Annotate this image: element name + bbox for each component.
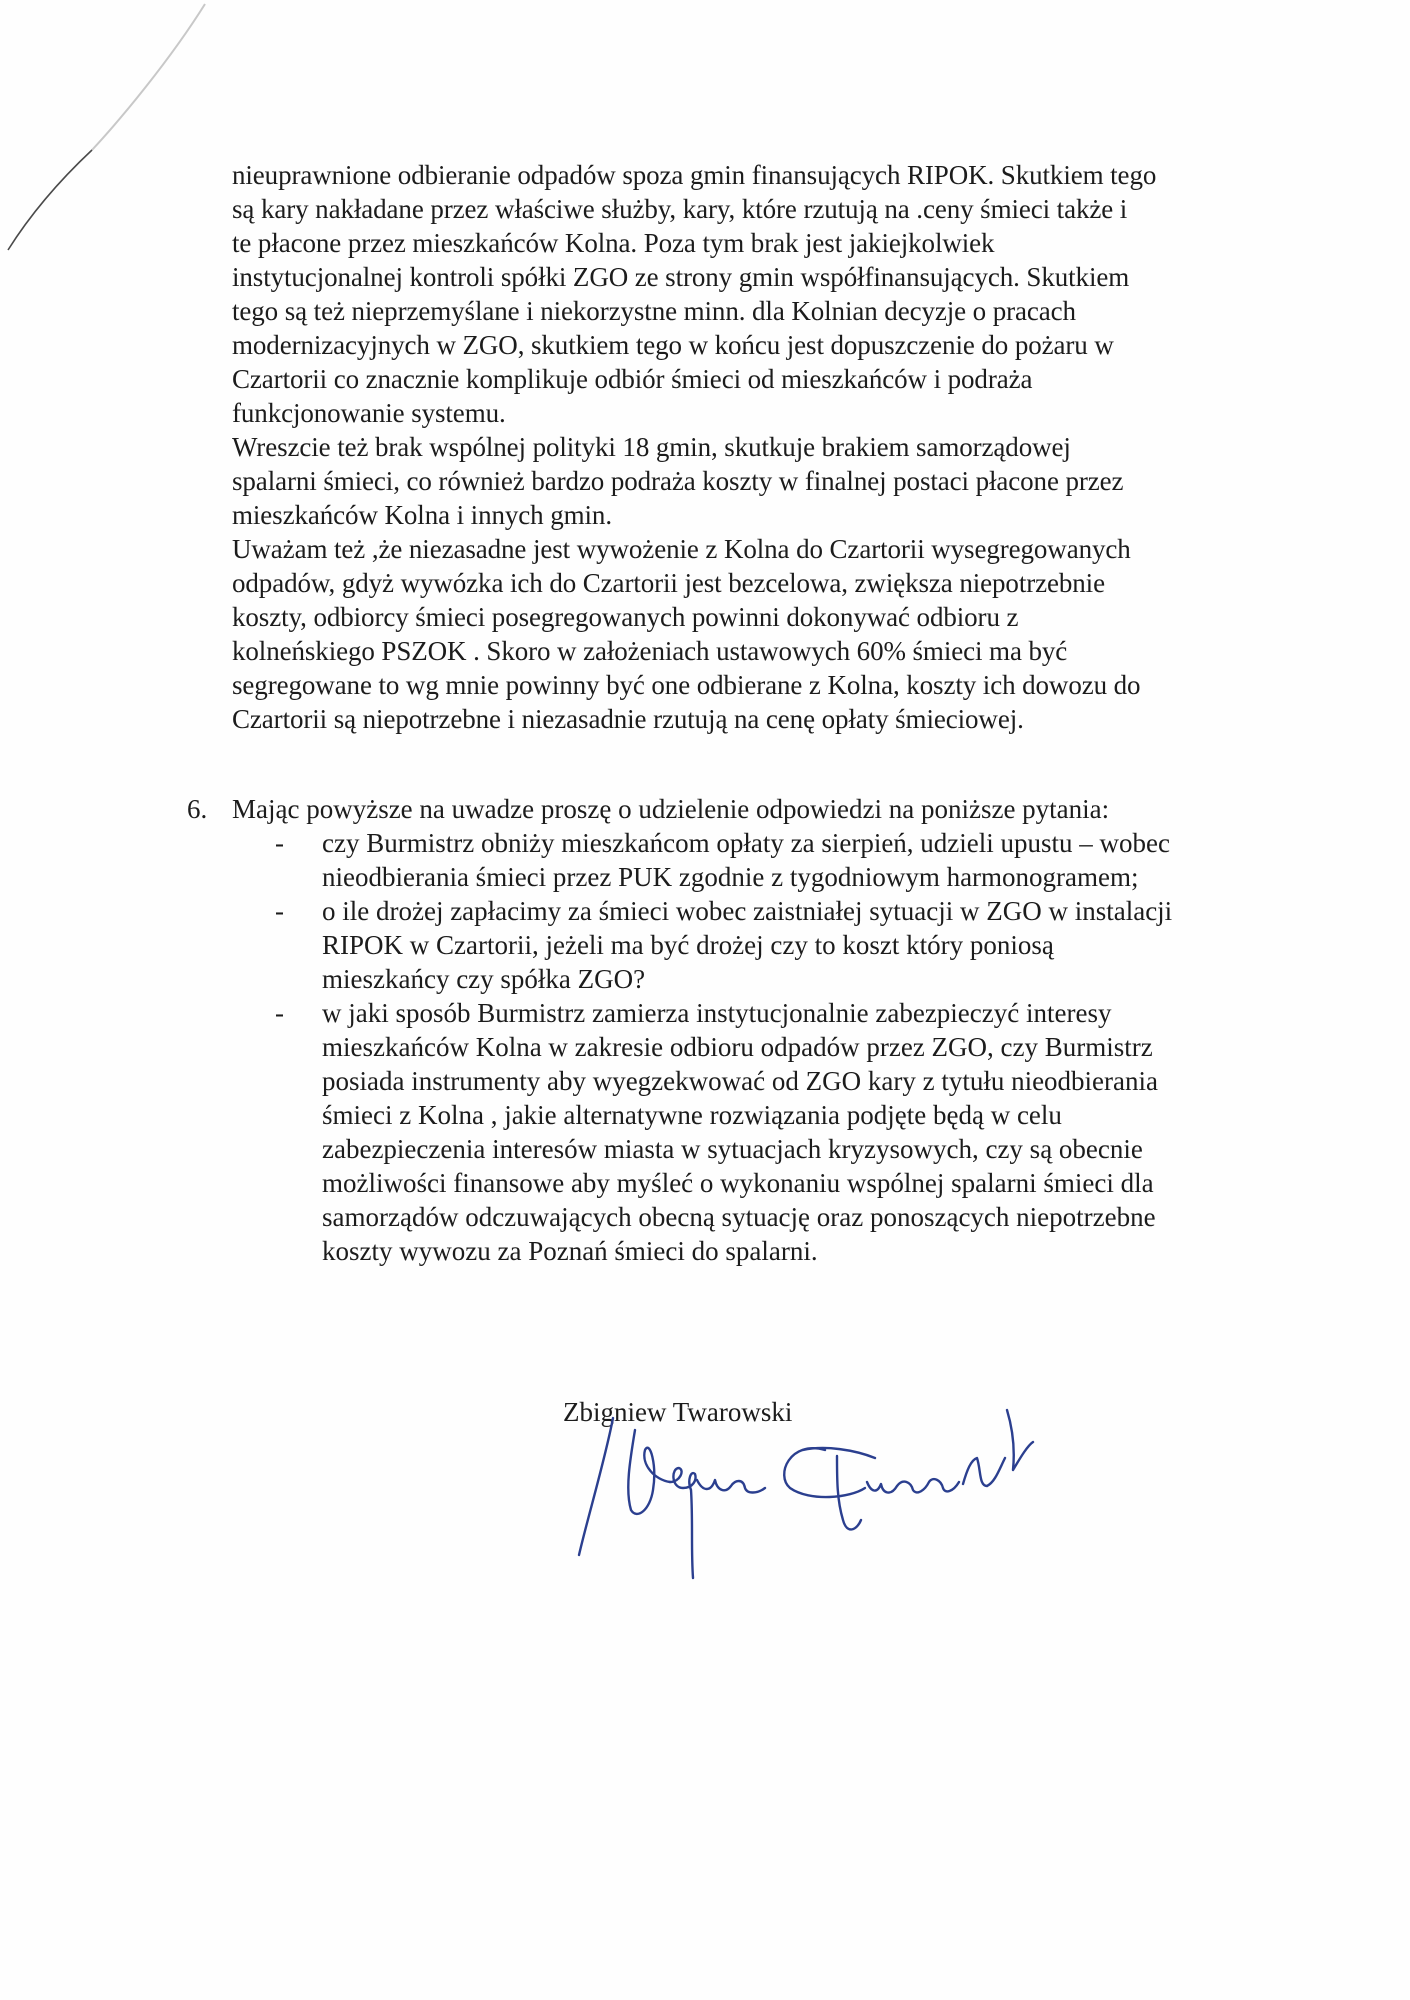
list-item (275, 996, 1247, 1268)
list-dash: - (275, 896, 284, 926)
body-text (232, 158, 1232, 736)
question-text: o ile drożej zapłacimy za śmieci wobec zaistniałej sytuacji w ZGO w instalacji RIPOK w Czartorii, jeżeli ma być drożej czy to koszt który poniosą mieszkańcy czy spółka ZGO? (322, 896, 1173, 994)
question-list (187, 826, 1247, 1268)
paragraph-segregated-waste: Uważam też ,że niezasadne jest wywożenie z Kolna do Czartorii wysegregowanych odpadów, gdyż wywózka ich do Czartorii jest bezcelowa, zwiększa niepotrzebnie koszty, odbiorcy śmieci posegregowanych powinni dokonywać odbioru z kolneńskiego PSZOK . Skoro w założeniach ustawowych 60% śmieci ma być segregowane to wg mnie powinny być one odbierane z Kolna, koszty ich dowozu do Czartorii są niepotrzebne i niezasadnie rzutują na cenę opłaty śmieciowej. (232, 534, 1141, 734)
list-dash: - (275, 998, 284, 1028)
section-number: 6. (187, 794, 208, 824)
question-text: w jaki sposób Burmistrz zamierza instytucjonalnie zabezpieczyć interesy mieszkańców Kolna w zakresie odbioru odpadów przez ZGO, czy Burmistrz posiada instrumenty aby wyegzekwować od ZGO kary z tytułu nieodbierania śmieci z Kolna , jakie alternatywne rozwiązania podjęte będą w celu zabezpieczenia interesów miasta w sytuacjach kryzysowych, czy są obecnie możliwości finansowe aby myśleć o wykonaniu wspólnej spalarni śmieci dla samorządów odczuwających obecną sytuację oraz ponoszących niepotrzebne koszty wywozu za Poznań śmieci do spalarni. (322, 998, 1158, 1266)
question-text: czy Burmistrz obniży mieszkańcom opłaty za sierpień, udzieli upustu – wobec nieodbierania śmieci przez PUK zgodnie z tygodniowym harmonogramem; (322, 828, 1171, 892)
paragraph-ripok: nieuprawnione odbieranie odpadów spoza gmin finansujących RIPOK. Skutkiem tego są kary nakładane przez właściwe służby, kary, które rzutują na .ceny śmieci także i te płacone przez mieszkańców Kolna. Poza tym brak jest jakiejkolwiek instytucjonalnej kontroli spółki ZGO ze strony gmin współfinansujących. Skutkiem tego są też nieprzemyślane i niekorzystne minn. dla Kolnian decyzje o pracach modernizacyjnych w ZGO, skutkiem tego w końcu jest dopuszczenie do pożaru w Czartorii co znacznie komplikuje odbiór śmieci od mieszkańców i podraża funkcjonowanie systemu. (232, 160, 1157, 428)
section-heading-text: Mając powyższe na uwadze proszę o udzielenie odpowiedzi na poniższe pytania: (232, 794, 1110, 824)
page-fold-mark (0, 0, 210, 260)
handwritten-signature (575, 1370, 1120, 1585)
list-item (275, 894, 1247, 996)
section-heading (187, 792, 1247, 826)
questions-section (187, 792, 1247, 1268)
list-dash: - (275, 828, 284, 858)
paragraph-incinerator: Wreszcie też brak wspólnej polityki 18 gmin, skutkuje brakiem samorządowej spalarni śmieci, co również bardzo podraża koszty w finalnej postaci płacone przez mieszkańców Kolna i innych gmin. (232, 432, 1124, 530)
signature-name: Zbigniew Twarowski (563, 1397, 793, 1427)
list-item (275, 826, 1247, 894)
